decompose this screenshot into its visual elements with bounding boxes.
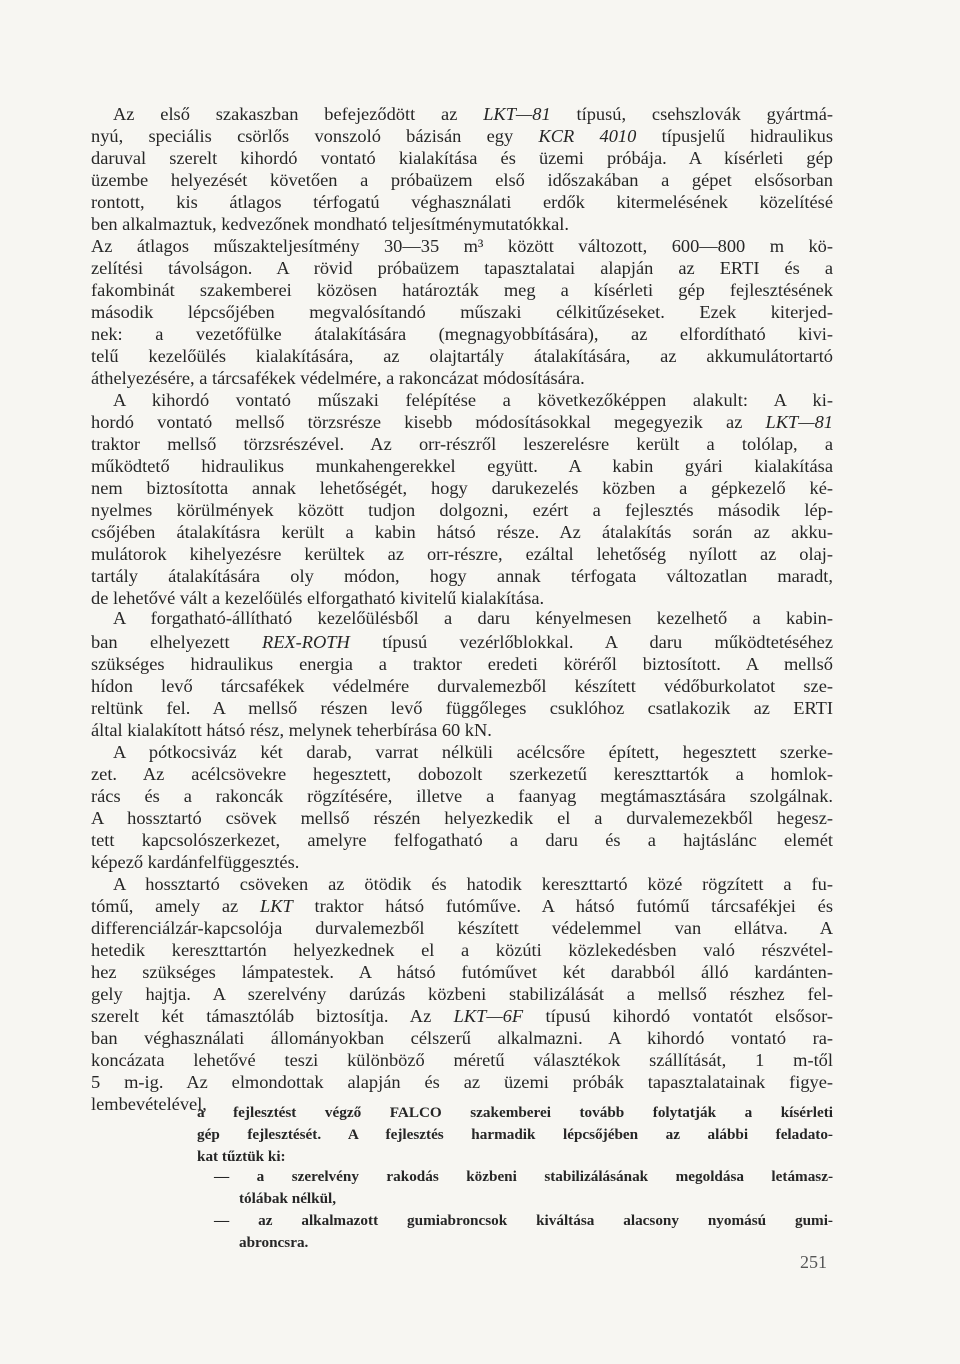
body-line: szerelt két támasztóláb biztosítja. Az LKT—6F típusú kihordó vontatót elsősor- — [91, 1006, 833, 1026]
body-line: második lépcsőjében megvalósítandó műszaki célkitűzéseket. Ezek kiterjed- — [91, 302, 833, 322]
body-line: rács és a rakoncák rögzítésére, illetve a faanyag megtámasztására szolgálnak. — [91, 786, 833, 806]
task-line: — a szerelvény rakodás közbeni stabilizálásának megoldása letámasz- — [214, 1168, 833, 1185]
body-line: ban elhelyezett REX-ROTH típusú vezérlőblokkal. A daru működtetéséhez — [91, 632, 833, 652]
body-line: rontott, kis átlagos térfogatú véghasználati erdők kitermelésének közelítésé — [91, 192, 833, 212]
task-line: tólábak nélkül, — [239, 1190, 337, 1207]
body-line: daruval szerelt kihordó vontató kialakítása és üzemi próbája. A kísérleti gép — [91, 148, 833, 168]
body-line: hez szükséges lámpatestek. A hátsó futóművet két darabból álló kardánten- — [91, 962, 833, 982]
body-line: zet. Az acélcsövekre hegesztett, dobozolt szerkezetű kereszttartók a homlok- — [91, 764, 833, 784]
body-line: tómű, amely az LKT traktor hátsó futóműve. A hátsó futómű tárcsafékjei és — [91, 896, 833, 916]
task-line: abroncsra. — [239, 1234, 309, 1251]
body-line: fakombinát szakemberei közösen határozták meg a kísérleti gép fejlesztésének — [91, 280, 833, 300]
body-line: hordó vontató mellső törzsrésze kisebb módosításokkal megegyezik az LKT—81 — [91, 412, 833, 432]
task-line: — az alkalmazott gumiabroncsok kiváltása alacsony nyomású gumi- — [214, 1212, 833, 1229]
body-line: csőjében átalakításra került a kabin hátsó része. Az átalakítás során az akku- — [91, 522, 833, 542]
body-line: 5 m-ig. Az elmondottak alapján és az üzemi próbák tapasztalatainak figye- — [91, 1072, 833, 1092]
body-line: nyelmes körülmények között tudjon dolgozni, ezért a fejlesztés második lép- — [91, 500, 833, 520]
body-line: mulátorok kihelyezésre kerültek az orr-részre, ezáltal lehetőség nyílott az olaj- — [91, 544, 833, 564]
body-line: de lehetővé vált a kezelőülés elforgatható kivitelű kialakítása. — [91, 588, 545, 608]
body-line: ban véghasználati állományokban célszerű alkalmazni. A kihordó vontató ra- — [91, 1028, 833, 1048]
task-line: gép fejlesztését. A fejlesztés harmadik lépcsőjében az alábbi feladato- — [197, 1126, 833, 1143]
body-line: hetedik kereszttartón helyezkednek el a közúti közlekedésben való részvétel- — [91, 940, 833, 960]
body-line: zelítési távolságon. A rövid próbaüzem tapasztalatai alapján az ERTI és a — [91, 258, 833, 278]
body-line: telű kezelőülés kialakítására, az olajtartály átalakítására, az akkumulátortartó — [91, 346, 833, 366]
body-line: A kihordó vontató műszaki felépítése a következőképpen alakult: A ki- — [113, 390, 833, 410]
body-line: képező kardánfelfüggesztés. — [91, 852, 300, 872]
body-line: tett kapcsolószerkezet, amelyre felfogatható a daru és a hajtáslánc elemét — [91, 830, 833, 850]
body-line: reltünk fel. A mellső részen levő függőleges csuklóhoz csatlakozik az ERTI — [91, 698, 833, 718]
body-line: szükséges hidraulikus energia a traktor eredeti köréről biztosított. A mellső — [91, 654, 833, 674]
body-line: áthelyezésére, a tárcsafékek védelmére, a rakoncázat módosítására. — [91, 368, 585, 388]
body-line: A forgatható-állítható kezelőülésből a daru kényelmesen kezelhető a kabin- — [113, 608, 833, 628]
task-line: a fejlesztést végző FALCO szakemberei tovább folytatják a kísérleti — [197, 1104, 833, 1121]
body-line: által kialakított hátsó rész, melynek teherbírása 60 kN. — [91, 720, 492, 740]
task-line: kat tűztük ki: — [197, 1148, 286, 1165]
body-line: nek: a vezetőfülke átalakítására (megnagyobbítására), az elfordítható kivi- — [91, 324, 833, 344]
body-line: hídon levő tárcsafékek védelmére durvalemezből készített védőburkolatot sze- — [91, 676, 833, 696]
body-line: működtető hidraulikus munkahengerekkel együtt. A kabin gyári kialakítása — [91, 456, 833, 476]
page-number: 251 — [800, 1252, 827, 1272]
body-line: gely hajtja. A szerelvény darúzás közbeni stabilizálását a mellső részhez fel- — [91, 984, 833, 1004]
body-line: traktor mellső törzsrészével. Az orr-részről leszerelésre került a tolólap, a — [91, 434, 833, 454]
body-line: lembevételével, — [91, 1094, 207, 1114]
body-line: tartály átalakítására oly módon, hogy annak térfogata változatlan maradt, — [91, 566, 833, 586]
body-line: Az átlagos műszakteljesítmény 30—35 m³ között változott, 600—800 m kö- — [91, 236, 833, 256]
body-line: ben alkalmaztuk, kedvezőnek mondható teljesítménymutatókkal. — [91, 214, 570, 234]
body-line: nem biztosította annak lehetőségét, hogy darukezelés közben a gépkezelő ké- — [91, 478, 833, 498]
body-line: A hossztartó csöveken az ötödik és hatodik kereszttartó közé rögzített a fu- — [113, 874, 833, 894]
body-line: A hossztartó csövek mellső részén helyezkedik el a durvalemezekből hegesz- — [91, 808, 833, 828]
body-line: üzembe helyezését követően a próbaüzem első időszakában a gépet elsősorban — [91, 170, 833, 190]
body-line: differenciálzár-kapcsolója durvalemezből készített védelemmel van ellátva. A — [91, 918, 833, 938]
body-line: koncázata lehetővé teszi különböző méretű választékok szállítását, 1 m-től — [91, 1050, 833, 1070]
body-line: A pótkocsiváz két darab, varrat nélküli acélcsőre épített, hegesztett szerke- — [113, 742, 833, 762]
body-line: nyú, speciális csörlős vonszoló bázisán egy KCR 4010 típusjelű hidraulikus — [91, 126, 833, 146]
body-line: Az első szakaszban befejeződött az LKT—81 típusú, csehszlovák gyártmá- — [113, 104, 833, 124]
